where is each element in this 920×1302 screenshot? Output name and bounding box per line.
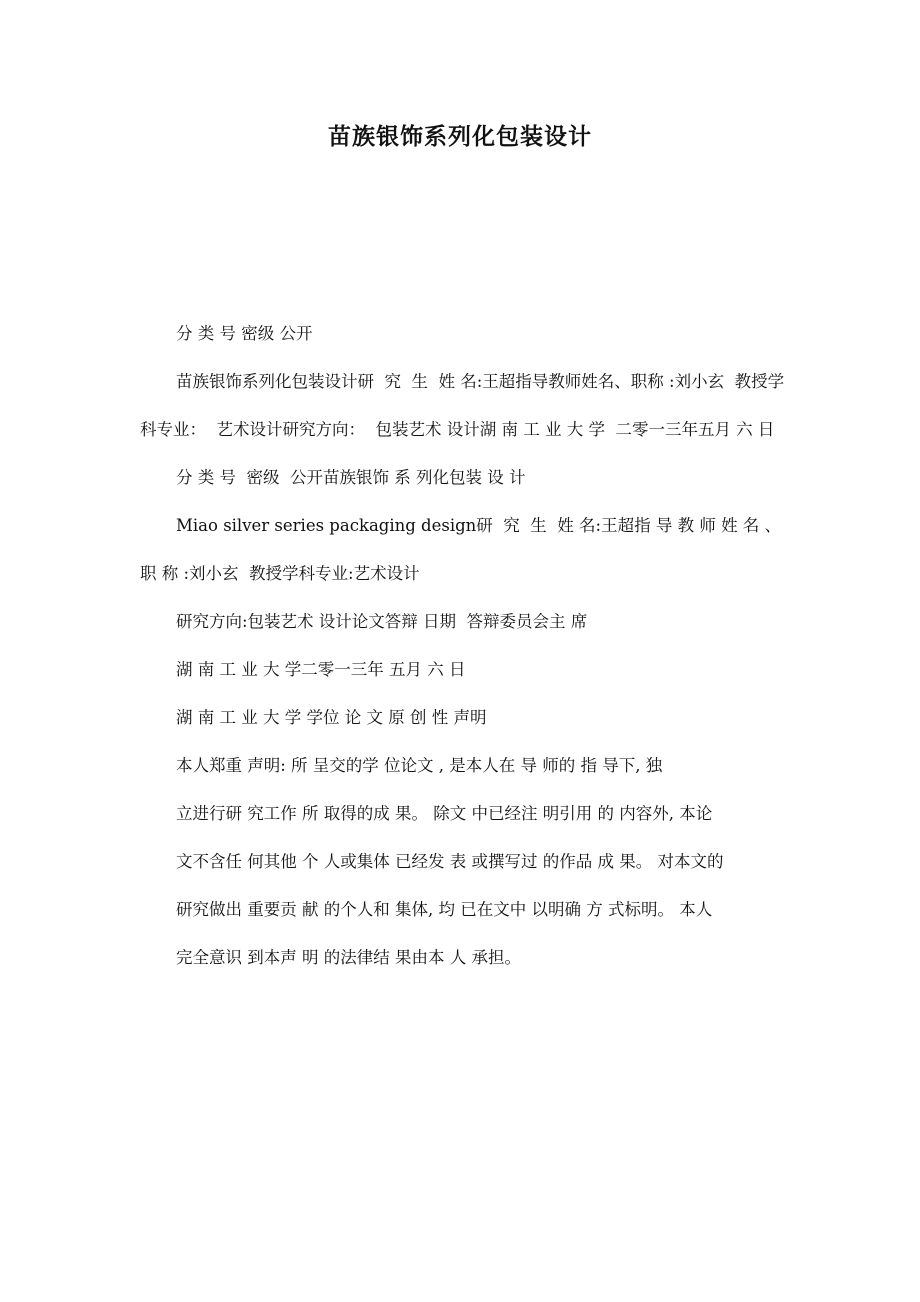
- cover-info-paragraph: 苗族银饰系列化包装设计研 究 生 姓 名:王超指导教师姓名、职称 :刘小玄 教授学科专业： 艺术设计研究方向： 包装艺术 设计湖 南 工 业 大 学 二零一三年五月 六 日: [140, 372, 785, 439]
- declaration-line: 立进行研 究工作 所 取得的成 果。 除文 中已经注 明引用 的 内容外, 本论: [176, 804, 713, 823]
- classification-line: 分 类 号 密级 公开: [176, 324, 313, 343]
- english-title-paragraph: Miao silver series packaging design研 究 生 姓 名:王超指 导 教 师 姓 名 、 职 称 :刘小玄 教授学科专业:艺术设计: [140, 516, 787, 583]
- declaration-line: 研究做出 重要贡 献 的个人和 集体, 均 已在文中 以明确 方 式标明。 本人: [176, 900, 713, 919]
- document-title: 苗族银饰系列化包装设计: [328, 123, 592, 150]
- document-body: [140, 310, 790, 982]
- declaration-line: 文不含任 何其他 个 人或集体 已经发 表 或撰写过 的作品 成 果。 对本文的: [176, 852, 724, 871]
- declaration-line: 本人郑重 声明: 所 呈交的学 位论文 , 是本人在 导 师的 指 导下, 独: [176, 756, 663, 775]
- research-direction-line: 研究方向:包装艺术 设计论文答辩 日期 答辩委员会主 席: [176, 612, 588, 631]
- declaration-line: 完全意识 到本声 明 的法律结 果由本 人 承担。: [176, 948, 521, 967]
- declaration-heading: 湖 南 工 业 大 学 学位 论 文 原 创 性 声明: [176, 708, 487, 727]
- classification-title-line: 分 类 号 密级 公开苗族银饰 系 列化包装 设 计: [176, 468, 526, 487]
- university-date-line: 湖 南 工 业 大 学二零一三年 五月 六 日: [176, 660, 466, 679]
